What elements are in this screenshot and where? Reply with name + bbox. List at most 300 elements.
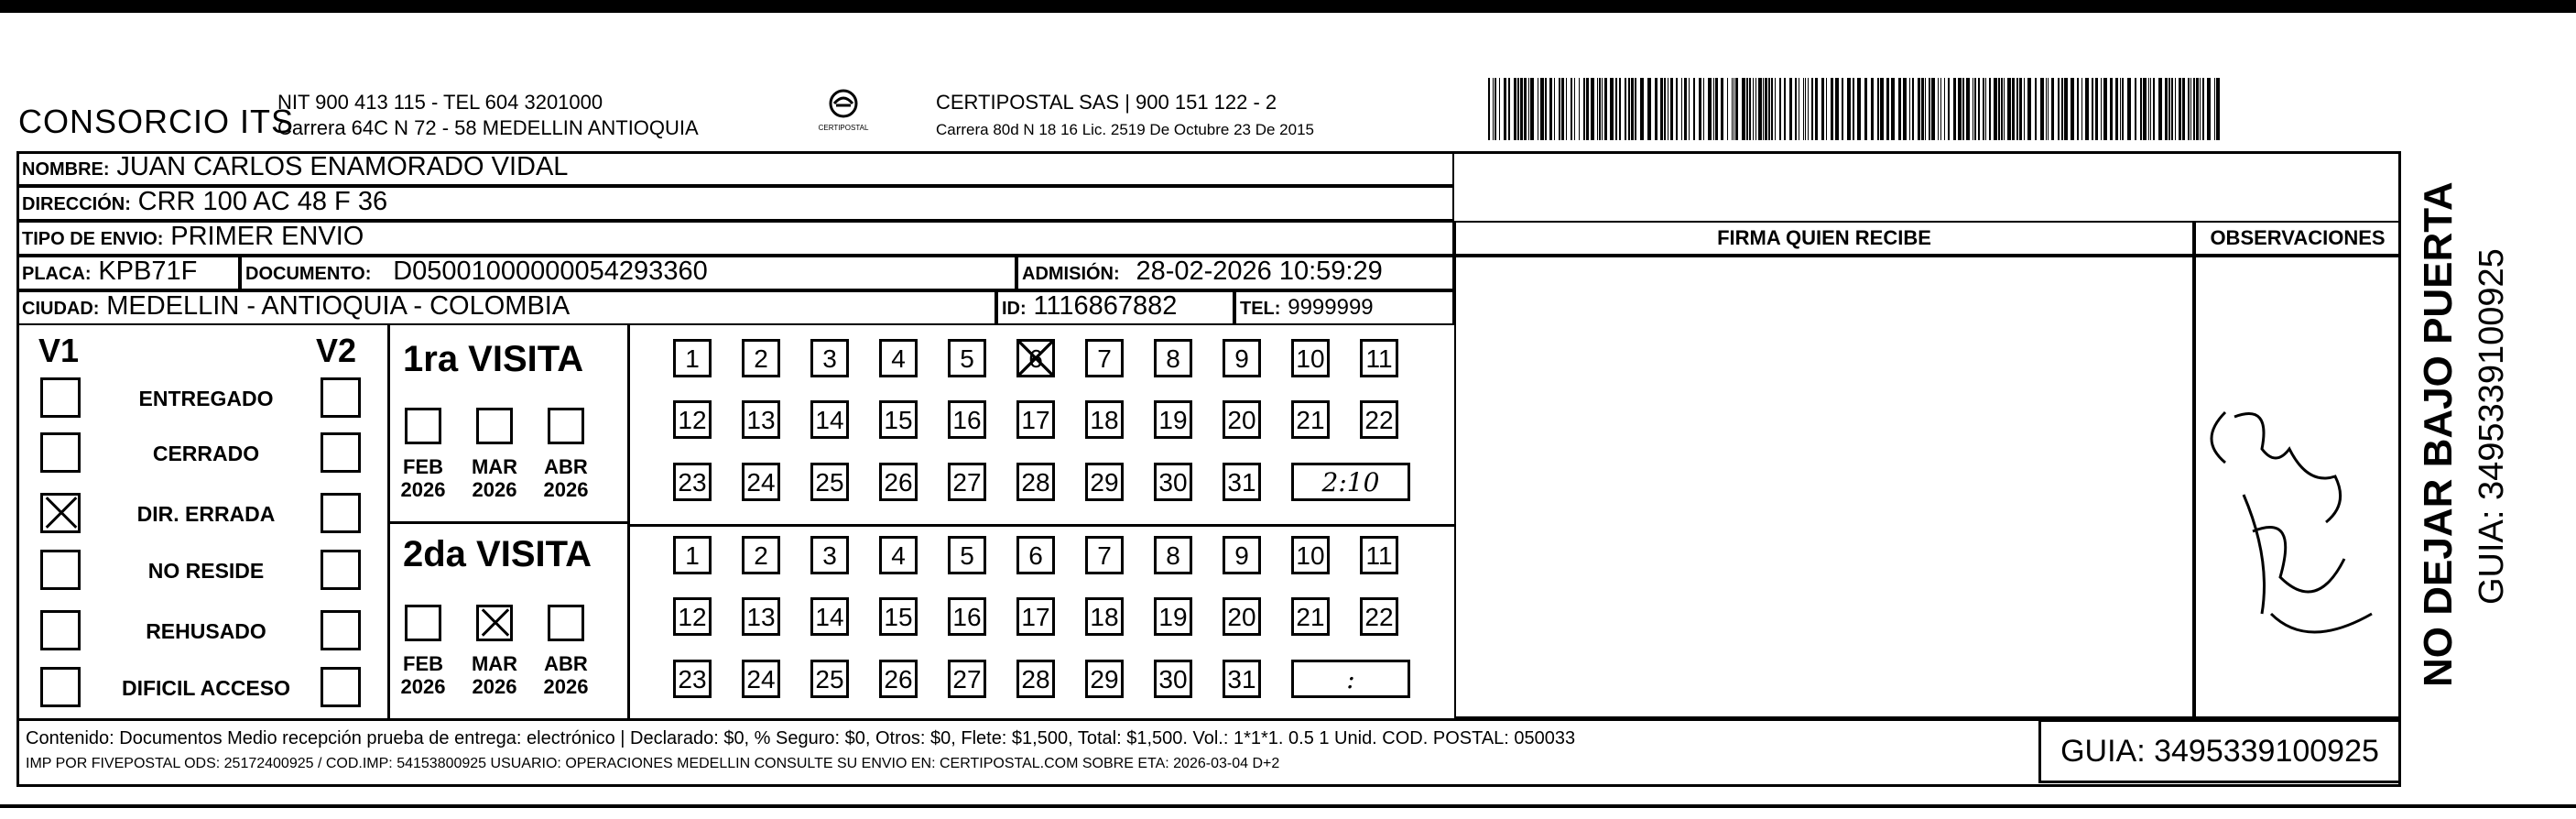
month-name: MAR — [471, 652, 518, 675]
barcode-bar — [1940, 78, 1941, 140]
certipostal-logo-icon — [816, 85, 871, 122]
day-box[interactable]: 13 — [742, 597, 780, 636]
day-box[interactable]: 28 — [1016, 463, 1055, 501]
barcode-bar — [1615, 78, 1617, 140]
barcode-bar — [1871, 78, 1874, 140]
day-box[interactable]: 13 — [742, 400, 780, 439]
day-box[interactable]: 26 — [879, 463, 918, 501]
day-box[interactable]: 20 — [1223, 400, 1261, 439]
barcode-bar — [2200, 78, 2201, 140]
day-box[interactable]: 4 — [879, 339, 918, 377]
name-value: JUAN CARLOS ENAMORADO VIDAL — [116, 152, 569, 181]
barcode-bar — [1742, 78, 1745, 140]
barcode-bar — [1948, 78, 1950, 140]
barcode-bar — [2081, 78, 2082, 140]
barcode-bar — [1921, 78, 1924, 140]
day-box[interactable]: 5 — [948, 339, 986, 377]
barcode-bar — [1602, 78, 1603, 140]
barcode-bar — [2001, 78, 2003, 140]
barcode-bar — [1488, 78, 1490, 140]
month-year: 2026 — [472, 675, 517, 698]
barcode-bar — [1554, 78, 1555, 140]
barcode-bar — [1514, 78, 1516, 140]
address-label: DIRECCIÓN: — [22, 194, 131, 214]
day-box[interactable]: 11 — [1360, 536, 1398, 574]
barcode-bar — [1508, 78, 1510, 140]
day-box[interactable]: 22 — [1360, 597, 1398, 636]
v2-checkbox[interactable] — [321, 550, 361, 590]
barcode-bar — [2182, 78, 2185, 140]
day-box[interactable]: 23 — [673, 660, 712, 698]
barcode-bar — [1962, 78, 1964, 140]
barcode-bar — [2207, 78, 2211, 140]
v2-checkbox[interactable] — [321, 610, 361, 650]
address-row — [16, 186, 1454, 221]
day-box[interactable]: 24 — [742, 660, 780, 698]
company-address: Carrera 64C N 72 - 58 MEDELLIN ANTIOQUIA — [277, 116, 699, 139]
day-box[interactable]: 2 — [742, 536, 780, 574]
barcode-bar — [2127, 78, 2131, 140]
barcode-bar — [1583, 78, 1585, 140]
barcode-bar — [1549, 78, 1552, 140]
barcode-bar — [1758, 78, 1762, 140]
barcode-bar — [1753, 78, 1754, 140]
company-name: CONSORCIO ITS — [18, 103, 295, 140]
barcode-bar — [1676, 78, 1678, 140]
month-checkbox[interactable] — [548, 605, 584, 641]
barcode-bar — [1912, 78, 1914, 140]
barcode-bar — [1768, 78, 1770, 140]
barcode-bar — [1524, 78, 1527, 140]
day-box[interactable]: 3 — [810, 339, 849, 377]
month-label — [467, 455, 522, 501]
barcode-bar — [1966, 78, 1970, 140]
certipostal-address: Carrera 80d N 18 16 Lic. 2519 De Octubre 23 De 2015 — [936, 121, 1314, 138]
day-box[interactable]: 1 — [673, 339, 712, 377]
barcode-bar — [1561, 78, 1564, 140]
top-edge-band — [0, 0, 2576, 13]
barcode-bar — [2007, 78, 2011, 140]
barcode-bar — [1504, 78, 1506, 140]
barcode-bar — [1545, 78, 1547, 140]
barcode-bar — [1842, 78, 1843, 140]
v1-checkbox[interactable] — [40, 377, 81, 418]
bottom-edge-line — [0, 804, 2576, 808]
barcode-bar — [1886, 78, 1889, 140]
visit-time-box[interactable]: 2:10 — [1291, 463, 1410, 501]
barcode-bar — [1713, 78, 1714, 140]
barcode-bar — [2171, 78, 2173, 140]
month-checkbox[interactable] — [405, 605, 441, 641]
v2-checkbox[interactable] — [321, 493, 361, 533]
barcode-bar — [1540, 78, 1544, 140]
barcode-bar — [1864, 78, 1867, 140]
barcode-bar — [1628, 78, 1630, 140]
day-box[interactable]: 9 — [1223, 339, 1261, 377]
day-box[interactable]: 9 — [1223, 536, 1261, 574]
barcode-bar — [1681, 78, 1682, 140]
barcode-bar — [2061, 78, 2063, 140]
name-label: NOMBRE: — [22, 159, 110, 180]
barcode-bar — [2165, 78, 2168, 140]
v2-header: V2 — [316, 332, 357, 369]
first-days-block — [630, 524, 1454, 527]
tel-value: 9999999 — [1288, 295, 1374, 320]
document-value: D05001000000054293360 — [393, 257, 708, 286]
status-label: NO RESIDE — [147, 559, 265, 583]
barcode-bar — [2110, 78, 2113, 140]
barcode-bar — [1715, 78, 1718, 140]
barcode-bar — [2120, 78, 2121, 140]
barcode-bar — [2004, 78, 2005, 140]
barcode-bar — [2012, 78, 2015, 140]
barcode-bar — [2016, 78, 2018, 140]
month-name: ABR — [544, 652, 588, 675]
barcode-bar — [1699, 78, 1701, 140]
day-box[interactable]: 6 — [1016, 339, 1055, 377]
id-value: 1116867882 — [1033, 291, 1178, 321]
barcode-bar — [2071, 78, 2074, 140]
barcode-bar — [1880, 78, 1884, 140]
barcode-bar — [2143, 78, 2147, 140]
day-box[interactable]: 15 — [879, 400, 918, 439]
barcode-bar — [1978, 78, 1980, 140]
barcode-bar — [2216, 78, 2220, 140]
v1-checkbox[interactable] — [40, 610, 81, 650]
barcode-bar — [1784, 78, 1786, 140]
document-cell — [240, 256, 1016, 290]
day-box[interactable]: 17 — [1016, 597, 1055, 636]
day-box[interactable]: 21 — [1291, 400, 1330, 439]
day-box[interactable]: 25 — [810, 660, 849, 698]
day-box[interactable]: 29 — [1085, 660, 1124, 698]
barcode-bar — [1670, 78, 1673, 140]
barcode — [1488, 78, 2221, 140]
barcode-bar — [1953, 78, 1956, 140]
barcode-bar — [1918, 78, 1920, 140]
barcode-bar — [2158, 78, 2162, 140]
month-label — [396, 652, 451, 698]
day-box[interactable]: 18 — [1085, 400, 1124, 439]
barcode-bar — [1909, 78, 1910, 140]
month-label — [396, 455, 451, 501]
handwritten-signature — [2189, 376, 2390, 669]
barcode-bar — [1520, 78, 1523, 140]
day-box[interactable]: 23 — [673, 463, 712, 501]
barcode-bar — [1853, 78, 1854, 140]
barcode-bar — [1805, 78, 1806, 140]
tel-label: TEL: — [1240, 299, 1281, 319]
barcode-bar — [2153, 78, 2155, 140]
month-year: 2026 — [472, 478, 517, 501]
day-box[interactable]: 16 — [948, 597, 986, 636]
footer-print-line: IMP POR FIVEPOSTAL ODS: 25172400925 / COD.IMP: 54153800925 USUARIO: OPERACIONES MEDELLIN CONSULTE SU ENVIO EN: CERTIPOSTAL.COM SOBRE ETA: 2026-03-04 D+2 — [26, 756, 1280, 771]
barcode-bar — [1610, 78, 1614, 140]
barcode-bar — [2179, 78, 2181, 140]
barcode-bar — [1599, 78, 1601, 140]
barcode-bar — [1660, 78, 1663, 140]
day-box[interactable]: 12 — [673, 400, 712, 439]
signature-area — [1454, 256, 2194, 718]
day-box[interactable]: 10 — [1291, 536, 1330, 574]
barcode-bar — [1898, 78, 1901, 140]
month-year: 2026 — [543, 478, 589, 501]
barcode-bar — [1826, 78, 1827, 140]
status-label: DIFICIL ACCESO — [121, 676, 290, 700]
day-box[interactable]: 19 — [1154, 400, 1192, 439]
id-cell — [996, 290, 1234, 325]
certipostal-info — [936, 89, 1314, 144]
barcode-bar — [1586, 78, 1589, 140]
barcode-bar — [1891, 78, 1895, 140]
day-box[interactable]: 30 — [1154, 463, 1192, 501]
barcode-bar — [1746, 78, 1748, 140]
admission-cell — [1016, 256, 1454, 290]
barcode-bar — [1771, 78, 1773, 140]
barcode-bar — [1847, 78, 1851, 140]
barcode-bar — [1708, 78, 1712, 140]
barcode-bar — [1619, 78, 1621, 140]
barcode-bar — [1517, 78, 1519, 140]
day-box[interactable]: 1 — [673, 536, 712, 574]
barcode-bar — [2035, 78, 2037, 140]
day-box[interactable]: 7 — [1085, 536, 1124, 574]
admission-value: 28-02-2026 10:59:29 — [1136, 257, 1383, 286]
first-visit-title: 1ra VISITA — [403, 339, 584, 379]
v2-checkbox[interactable] — [321, 432, 361, 473]
day-box[interactable]: 14 — [810, 597, 849, 636]
day-box[interactable]: 3 — [810, 536, 849, 574]
month-year: 2026 — [543, 675, 589, 698]
barcode-bar — [2048, 78, 2049, 140]
barcode-bar — [1925, 78, 1926, 140]
day-box[interactable]: 15 — [879, 597, 918, 636]
company-nit: NIT 900 413 115 - TEL 604 3201000 — [277, 91, 603, 114]
barcode-bar — [1985, 78, 1986, 140]
barcode-bar — [1631, 78, 1634, 140]
address-value: CRR 100 AC 48 F 36 — [137, 187, 388, 216]
barcode-bar — [1703, 78, 1704, 140]
day-box[interactable]: 24 — [742, 463, 780, 501]
day-box[interactable]: 25 — [810, 463, 849, 501]
day-box[interactable]: 7 — [1085, 339, 1124, 377]
barcode-bar — [2092, 78, 2093, 140]
barcode-bar — [1559, 78, 1560, 140]
barcode-bar — [2188, 78, 2190, 140]
v2-checkbox[interactable] — [321, 377, 361, 418]
barcode-bar — [1721, 78, 1723, 140]
barcode-bar — [1831, 78, 1833, 140]
barcode-bar — [1749, 78, 1751, 140]
day-box[interactable]: 20 — [1223, 597, 1261, 636]
day-box[interactable]: 31 — [1223, 660, 1261, 698]
side-guia: GUIA: 3495339100925 — [2473, 248, 2511, 605]
barcode-bar — [1994, 78, 1997, 140]
barcode-bar — [1655, 78, 1658, 140]
status-label: DIR. ERRADA — [136, 502, 276, 526]
month-year: 2026 — [400, 675, 446, 698]
month-label — [538, 455, 593, 501]
barcode-bar — [1625, 78, 1626, 140]
barcode-bar — [1877, 78, 1879, 140]
day-box[interactable]: 27 — [948, 463, 986, 501]
second-visit-title: 2da VISITA — [403, 534, 592, 574]
barcode-bar — [2051, 78, 2054, 140]
status-label: REHUSADO — [146, 619, 266, 643]
barcode-bar — [2085, 78, 2089, 140]
barcode-bar — [2202, 78, 2204, 140]
barcode-bar — [1903, 78, 1907, 140]
barcode-bar — [1775, 78, 1776, 140]
barcode-bar — [2214, 78, 2215, 140]
v2-checkbox[interactable] — [321, 667, 361, 707]
day-box[interactable]: 26 — [879, 660, 918, 698]
day-box[interactable]: 31 — [1223, 463, 1261, 501]
day-box[interactable]: 8 — [1154, 339, 1192, 377]
month-name: MAR — [471, 455, 518, 478]
month-checkbox[interactable] — [405, 408, 441, 444]
month-name: FEB — [403, 455, 443, 478]
status-label: ENTREGADO — [138, 387, 274, 410]
document-label: DOCUMENTO: — [245, 264, 372, 284]
barcode-bar — [1689, 78, 1690, 140]
barcode-bar — [2190, 78, 2191, 140]
certipostal-nit: CERTIPOSTAL SAS | 900 151 122 - 2 — [936, 91, 1277, 114]
barcode-bar — [1732, 78, 1733, 140]
v1-checkbox[interactable] — [40, 550, 81, 590]
barcode-bar — [1755, 78, 1756, 140]
barcode-bar — [1795, 78, 1797, 140]
day-box[interactable]: 19 — [1154, 597, 1192, 636]
city-label: CIUDAD: — [22, 299, 100, 319]
barcode-bar — [1931, 78, 1935, 140]
barcode-bar — [2024, 78, 2025, 140]
barcode-bar — [1989, 78, 1991, 140]
barcode-bar — [1566, 78, 1567, 140]
barcode-bar — [1815, 78, 1818, 140]
barcode-bar — [1579, 78, 1580, 140]
barcode-bar — [1528, 78, 1529, 140]
month-name: ABR — [544, 455, 588, 478]
id-label: ID: — [1002, 299, 1027, 319]
barcode-bar — [1495, 78, 1496, 140]
guia-number: GUIA: 3495339100925 — [2038, 719, 2401, 783]
barcode-bar — [1635, 78, 1636, 140]
day-box[interactable]: 21 — [1291, 597, 1330, 636]
barcode-bar — [1998, 78, 2000, 140]
company-info — [277, 90, 699, 141]
barcode-bar — [2027, 78, 2031, 140]
barcode-bar — [2122, 78, 2124, 140]
barcode-bar — [2046, 78, 2047, 140]
barcode-bar — [1597, 78, 1598, 140]
day-box[interactable]: 27 — [948, 660, 986, 698]
barcode-bar — [2103, 78, 2107, 140]
barcode-bar — [1591, 78, 1594, 140]
barcode-bar — [2148, 78, 2149, 140]
day-box[interactable]: 12 — [673, 597, 712, 636]
barcode-bar — [2064, 78, 2068, 140]
day-box[interactable]: 4 — [879, 536, 918, 574]
barcode-bar — [2196, 78, 2199, 140]
name-row — [16, 151, 1454, 186]
day-box[interactable]: 10 — [1291, 339, 1330, 377]
v1-checkbox[interactable] — [40, 432, 81, 473]
barcode-bar — [1808, 78, 1809, 140]
day-box[interactable]: 5 — [948, 536, 986, 574]
barcode-bar — [1574, 78, 1575, 140]
day-box[interactable]: 16 — [948, 400, 986, 439]
barcode-bar — [1811, 78, 1813, 140]
barcode-bar — [1493, 78, 1494, 140]
visit-time-box[interactable]: : — [1291, 660, 1410, 698]
month-label — [467, 652, 522, 698]
barcode-bar — [1571, 78, 1572, 140]
day-box[interactable]: 6 — [1016, 536, 1055, 574]
day-box[interactable]: 11 — [1360, 339, 1398, 377]
city-cell — [16, 290, 996, 325]
barcode-bar — [1958, 78, 1962, 140]
day-box[interactable]: 28 — [1016, 660, 1055, 698]
day-box[interactable]: 22 — [1360, 400, 1398, 439]
barcode-bar — [1499, 78, 1500, 140]
send-type-row — [16, 221, 1454, 256]
observations-header: OBSERVACIONES — [2194, 221, 2401, 256]
day-box[interactable]: 17 — [1016, 400, 1055, 439]
day-box[interactable]: 14 — [810, 400, 849, 439]
month-checkbox[interactable] — [476, 605, 513, 641]
month-name: FEB — [403, 652, 443, 675]
send-type-value: PRIMER ENVIO — [170, 222, 364, 251]
barcode-bar — [1735, 78, 1738, 140]
month-year: 2026 — [400, 478, 446, 501]
day-box[interactable]: 29 — [1085, 463, 1124, 501]
barcode-bar — [1684, 78, 1687, 140]
day-box[interactable]: 2 — [742, 339, 780, 377]
side-warning: NO DEJAR BAJO PUERTA — [2416, 181, 2461, 687]
barcode-bar — [1765, 78, 1767, 140]
barcode-bar — [2150, 78, 2151, 140]
barcode-bar — [2095, 78, 2098, 140]
barcode-bar — [2040, 78, 2044, 140]
barcode-bar — [1974, 78, 1976, 140]
barcode-bar — [1803, 78, 1804, 140]
barcode-bar — [1604, 78, 1607, 140]
v1-checkbox[interactable] — [40, 667, 81, 707]
barcode-bar — [1530, 78, 1534, 140]
barcode-bar — [2135, 78, 2136, 140]
barcode-bar — [1857, 78, 1861, 140]
barcode-bar — [2058, 78, 2060, 140]
day-box[interactable]: 18 — [1085, 597, 1124, 636]
send-type-label: TIPO DE ENVIO: — [22, 229, 164, 249]
tel-cell — [1234, 290, 1454, 325]
signature-header: FIRMA QUIEN RECIBE — [1454, 221, 2194, 256]
month-checkbox[interactable] — [476, 408, 513, 444]
barcode-bar — [2193, 78, 2195, 140]
barcode-bar — [1821, 78, 1824, 140]
month-label — [538, 652, 593, 698]
month-checkbox[interactable] — [548, 408, 584, 444]
barcode-bar — [1664, 78, 1666, 140]
barcode-bar — [1944, 78, 1945, 140]
barcode-bar — [1929, 78, 1930, 140]
day-box[interactable]: 30 — [1154, 660, 1192, 698]
day-box[interactable]: 8 — [1154, 536, 1192, 574]
barcode-bar — [1983, 78, 1984, 140]
v1-checkbox[interactable] — [40, 493, 81, 533]
barcode-bar — [2140, 78, 2142, 140]
